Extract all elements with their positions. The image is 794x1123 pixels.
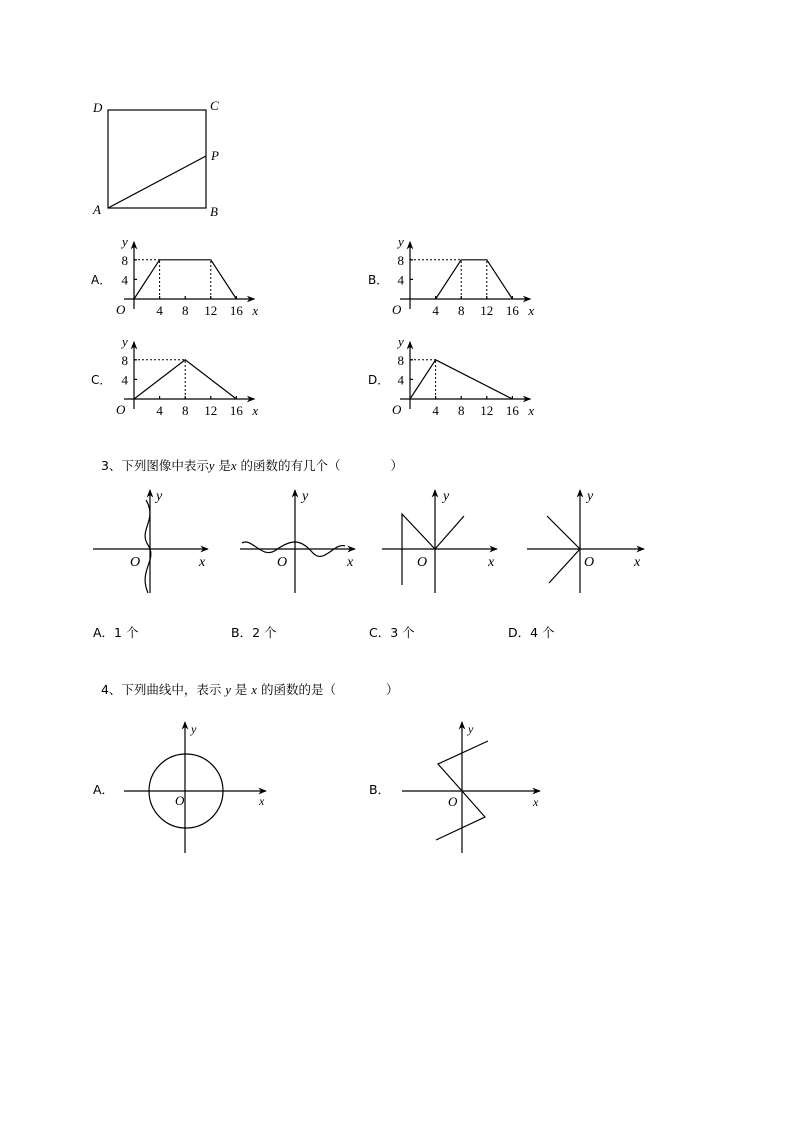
svg-text:O: O bbox=[584, 555, 595, 570]
svg-text:x: x bbox=[533, 795, 539, 809]
q2-option-c-x-tick-4: 4 bbox=[156, 403, 163, 418]
question4-var-x: x bbox=[251, 683, 257, 697]
q2-option-b-x-label: x bbox=[528, 303, 535, 318]
svg-text:O: O bbox=[175, 793, 185, 808]
q4-option-b[interactable]: B． bbox=[369, 782, 391, 797]
svg-text:y: y bbox=[587, 489, 594, 504]
question3-stem-prefix: 3、下列图像中表示 bbox=[100, 458, 209, 473]
q4-graph-a bbox=[124, 722, 266, 853]
q2-option-b-x-tick-4: 4 bbox=[432, 303, 439, 318]
question4-stem-mid: 是 bbox=[230, 682, 252, 697]
svg-text:y: y bbox=[443, 489, 450, 504]
label-d: D bbox=[93, 100, 103, 115]
svg-text:y: y bbox=[191, 722, 197, 736]
question4-stem-suffix: 的函数的是（ ） bbox=[256, 682, 399, 697]
q2-option-b-y-tick-4: 4 bbox=[397, 272, 404, 288]
q3-option-a[interactable]: A．1 个 bbox=[93, 625, 139, 640]
question3-stem-suffix: 的函数的有几个（ ） bbox=[236, 458, 404, 473]
label-p: P bbox=[211, 148, 219, 163]
question3-stem-mid: 是 bbox=[214, 458, 231, 473]
q2-option-b-origin-label: O bbox=[392, 302, 402, 317]
q2-option-c-y-tick-4: 4 bbox=[121, 372, 128, 388]
svg-text:x: x bbox=[488, 555, 495, 570]
q2-option-d-x-tick-8: 8 bbox=[457, 403, 465, 418]
svg-text:y: y bbox=[156, 489, 163, 504]
svg-text:O: O bbox=[417, 555, 428, 570]
q2-option-a-x-tick-16: 16 bbox=[229, 303, 243, 318]
q2-option-a-x-tick-12: 12 bbox=[204, 303, 218, 318]
question4-var-y: y bbox=[225, 683, 231, 697]
q2-option-a-y-tick-4: 4 bbox=[121, 272, 128, 288]
q2-option-d-x-label: x bbox=[528, 403, 535, 418]
q2-option-c-x-label: x bbox=[252, 403, 259, 418]
svg-text:O: O bbox=[448, 794, 458, 809]
question3-var-x: x bbox=[230, 459, 237, 473]
q2-option-c-origin-label: O bbox=[116, 402, 126, 417]
q2-option-a-y-label: y bbox=[122, 233, 128, 249]
q2-option-c-x-tick-12: 12 bbox=[204, 403, 218, 418]
q2-option-a-x-tick-8: 8 bbox=[181, 303, 189, 318]
q2-option-d-y-label: y bbox=[398, 333, 404, 349]
q2-option-d-origin-label: O bbox=[392, 402, 402, 417]
q3-option-c[interactable]: C．3 个 bbox=[369, 625, 415, 640]
svg-text:x: x bbox=[199, 555, 206, 570]
q2-option-a-y-tick-8: 8 bbox=[121, 252, 128, 268]
q2-option-b-letter: B． bbox=[368, 273, 389, 287]
q2-option-d-x-tick-12: 12 bbox=[480, 403, 494, 418]
label-b: B bbox=[210, 204, 218, 219]
q2-option-b-x-tick-8: 8 bbox=[457, 303, 465, 318]
q2-option-d-x-tick-16: 16 bbox=[505, 403, 519, 418]
svg-text:x: x bbox=[347, 555, 354, 570]
q2-option-c-letter: C． bbox=[91, 373, 112, 387]
q3-option-b[interactable]: B．2 个 bbox=[231, 625, 277, 640]
q2-option-a-letter: A． bbox=[91, 273, 112, 287]
q2-option-d-y-tick-4: 4 bbox=[397, 372, 404, 388]
q4-graph-b bbox=[402, 722, 540, 853]
q2-option-a-origin-label: O bbox=[116, 302, 126, 317]
label-c: C bbox=[210, 98, 219, 113]
q2-option-c-x-tick-8: 8 bbox=[181, 403, 189, 418]
svg-text:y: y bbox=[302, 489, 309, 504]
svg-text:O: O bbox=[130, 555, 141, 570]
q2-option-c-x-tick-16: 16 bbox=[229, 403, 243, 418]
svg-text:y: y bbox=[468, 722, 474, 736]
q3-option-d[interactable]: D．4 个 bbox=[508, 625, 555, 640]
q2-option-c-y-label: y bbox=[122, 333, 128, 349]
question4-stem-prefix: 4、下列曲线中，表示 bbox=[100, 682, 226, 697]
question3-var-y: y bbox=[208, 459, 215, 473]
svg-text:x: x bbox=[634, 555, 641, 570]
q2-option-b-x-tick-12: 12 bbox=[480, 303, 494, 318]
q2-option-c-y-tick-8: 8 bbox=[121, 352, 128, 368]
q2-option-b-y-label: y bbox=[398, 233, 404, 249]
q2-option-b-x-tick-16: 16 bbox=[505, 303, 519, 318]
label-a: A bbox=[93, 202, 101, 217]
q2-option-b-y-tick-8: 8 bbox=[397, 252, 404, 268]
q2-option-a-x-label: x bbox=[252, 303, 259, 318]
q2-option-d-x-tick-4: 4 bbox=[432, 403, 439, 418]
q4-option-a[interactable]: A． bbox=[93, 782, 115, 797]
svg-text:O: O bbox=[277, 555, 288, 570]
q2-option-d-y-tick-8: 8 bbox=[397, 352, 404, 368]
q2-option-d-letter: D． bbox=[368, 373, 390, 387]
svg-text:x: x bbox=[259, 794, 265, 808]
q2-option-a-x-tick-4: 4 bbox=[156, 303, 163, 318]
